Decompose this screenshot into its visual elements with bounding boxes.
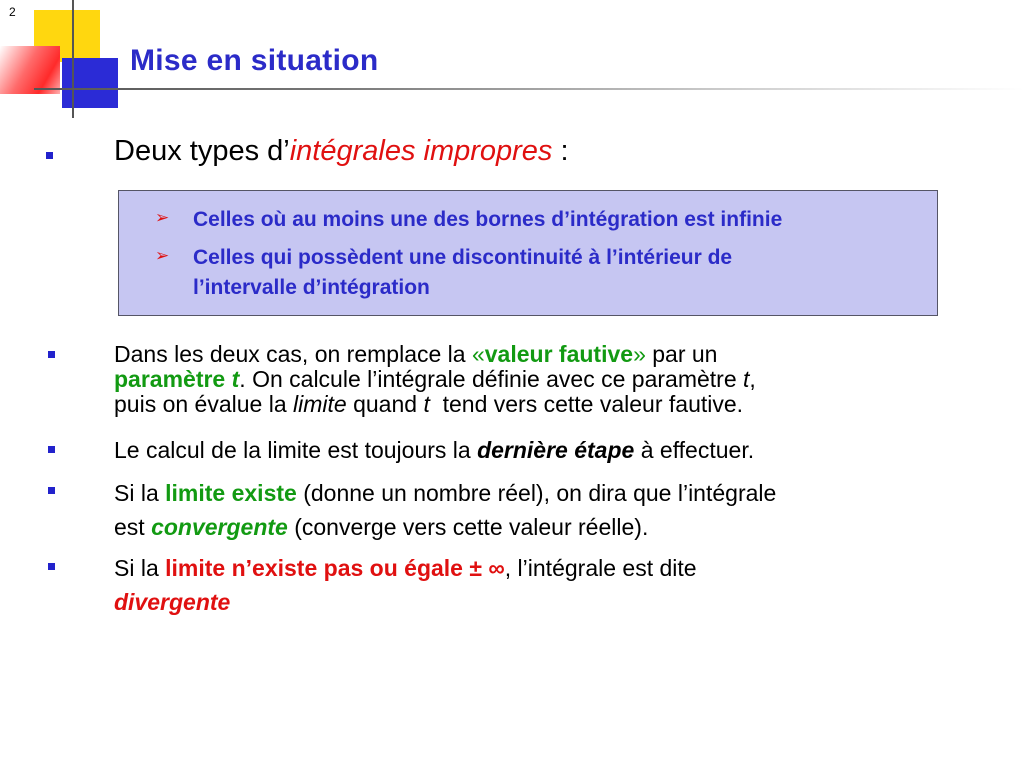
bullet-1-line-2: paramètre t. On calcule l’intégrale définie avec ce paramètre t, xyxy=(114,366,756,392)
box-item-2-line-1: Celles qui possèdent une discontinuité à l’intérieur de xyxy=(193,246,733,269)
arrow-bullet-icon: ➢ xyxy=(155,208,170,227)
bullet-4-text xyxy=(114,551,697,619)
decor-red-square xyxy=(0,46,60,94)
intro-text: Deux types d’ xyxy=(114,135,290,167)
bullet-icon xyxy=(48,487,55,494)
bullet-icon xyxy=(46,152,53,159)
box-item-1: Celles où au moins une des bornes d’intégration est infinie xyxy=(193,208,783,231)
decor-blue-square xyxy=(62,58,118,108)
bullet-1-line-3: puis on évalue la limite quand t tend vers cette valeur fautive. xyxy=(114,391,744,417)
slide-number: 2 xyxy=(9,5,16,19)
bullet-icon xyxy=(48,351,55,358)
box-item-2-line-2: l’intervalle d’intégration xyxy=(193,276,430,299)
arrow-bullet-icon: ➢ xyxy=(155,246,170,265)
bullet-2-text: Le calcul de la limite est toujours la dernière étape à effectuer. xyxy=(114,437,755,463)
intro-emphasis: intégrales impropres xyxy=(289,135,553,167)
bullet-1-text xyxy=(114,340,756,418)
intro-line xyxy=(114,134,569,168)
decor-vertical-line xyxy=(72,0,74,118)
types-box xyxy=(118,190,938,316)
decor-horizontal-line xyxy=(34,88,1024,90)
intro-colon: : xyxy=(552,135,569,167)
bullet-4-line-2: divergente xyxy=(114,589,231,615)
bullet-1-line-1: Dans les deux cas, on remplace la «valeur fautive» par un xyxy=(114,341,718,367)
slide-title: Mise en situation xyxy=(130,44,379,77)
bullet-3-line-1: Si la limite existe (donne un nombre réel), on dira que l’intégrale xyxy=(114,480,777,506)
bullet-3-line-2: est convergente (converge vers cette valeur réelle). xyxy=(114,514,649,540)
bullet-icon xyxy=(48,563,55,570)
bullet-3-text xyxy=(114,476,776,544)
bullet-4-line-1: Si la limite n’existe pas ou égale ± ∞, l’intégrale est dite xyxy=(114,555,697,581)
bullet-icon xyxy=(48,446,55,453)
